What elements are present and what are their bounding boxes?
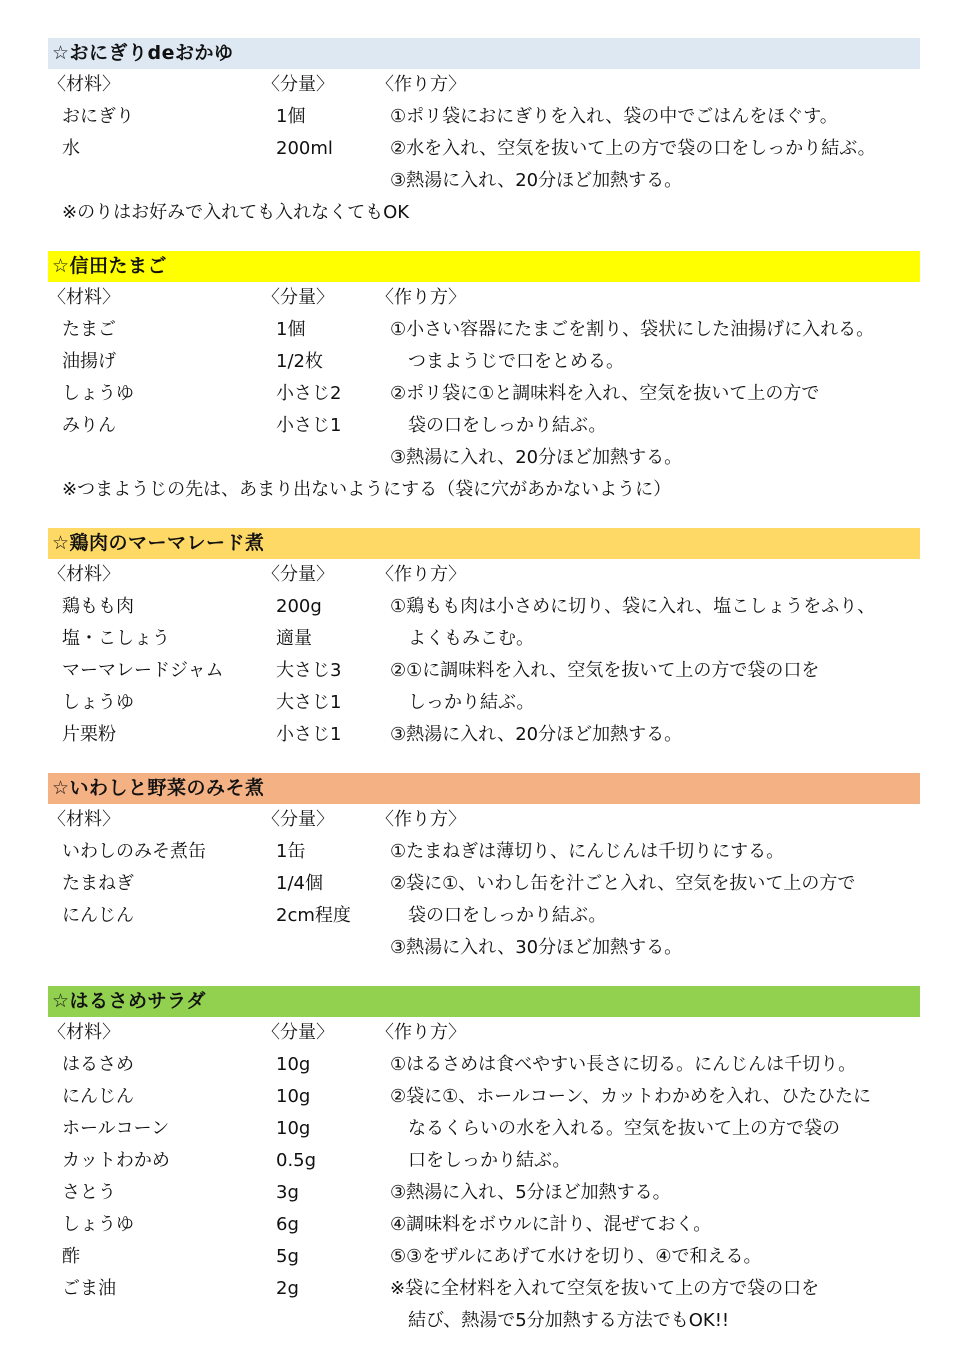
method-step: ②水を入れ、空気を抜いて上の方で袋の口をしっかり結ぶ。 <box>390 138 876 159</box>
method-step: ③熱湯に入れ、5分ほど加熱する。 <box>390 1182 671 1203</box>
method-header: 〈作り方〉 <box>376 1022 466 1043</box>
method-step: ②袋に①、いわし缶を汁ごと入れ、空気を抜いて上の方で <box>390 873 856 894</box>
ingredient-name: みりん <box>62 415 116 436</box>
method-step: ①はるさめは食べやすい長さに切る。にんじんは千切り。 <box>390 1054 857 1075</box>
column-header-row <box>48 1017 920 1049</box>
ingredient-amount: 10g <box>276 1054 311 1075</box>
ingredient-name: 鶏もも肉 <box>62 596 134 617</box>
recipe-title: ☆はるさめサラダ <box>48 986 920 1017</box>
method-step: ④調味料をボウルに計り、混ぜておく。 <box>390 1214 712 1235</box>
ingredient-amount: 200ml <box>276 138 333 159</box>
method-step: 結び、熱湯で5分加熱する方法でもOK!! <box>390 1310 730 1331</box>
method-step: ①小さい容器にたまごを割り、袋状にした油揚げに入れる。 <box>390 319 875 340</box>
recipe-row <box>48 1305 920 1337</box>
ingredient-name: はるさめ <box>62 1054 134 1075</box>
recipe-title: ☆信田たまご <box>48 251 920 282</box>
ingredient-name: しょうゆ <box>62 1214 134 1235</box>
recipe-row <box>48 655 920 687</box>
method-step: ③熱湯に入れ、20分ほど加熱する。 <box>390 447 683 468</box>
column-header-row <box>48 559 920 591</box>
column-header-row <box>48 69 920 101</box>
ingredient-name: おにぎり <box>62 106 134 127</box>
ingredient-name: 水 <box>62 138 80 159</box>
recipe-row <box>48 687 920 719</box>
method-step: ⑤③をザルにあげて水けを切り、④で和える。 <box>390 1246 762 1267</box>
recipe-row <box>48 346 920 378</box>
ingredient-amount: 小さじ2 <box>276 383 342 404</box>
recipe-page <box>48 38 920 1337</box>
ingredient-amount: 10g <box>276 1118 311 1139</box>
ingredients-header: 〈材料〉 <box>48 564 120 585</box>
method-step: しっかり結ぶ。 <box>390 692 535 713</box>
amount-header: 〈分量〉 <box>262 1022 334 1043</box>
ingredient-name: ごま油 <box>62 1278 116 1299</box>
ingredient-name: 片栗粉 <box>62 724 116 745</box>
recipe-row <box>48 900 920 932</box>
method-step: ③熱湯に入れ、20分ほど加熱する。 <box>390 724 683 745</box>
method-header: 〈作り方〉 <box>376 564 466 585</box>
recipe-row <box>48 442 920 474</box>
ingredient-name <box>48 1305 276 1337</box>
recipe-section <box>48 986 920 1337</box>
ingredient-name: しょうゆ <box>62 692 134 713</box>
recipe-row <box>48 1177 920 1209</box>
recipe-row <box>48 1049 920 1081</box>
ingredient-name: 油揚げ <box>62 351 116 372</box>
ingredient-amount <box>276 932 390 964</box>
ingredient-name: カットわかめ <box>62 1150 170 1171</box>
ingredient-amount: 小さじ1 <box>276 724 342 745</box>
recipe-row <box>48 836 920 868</box>
recipe-row <box>48 165 920 197</box>
ingredient-name: ホールコーン <box>62 1118 170 1139</box>
recipe-row <box>48 314 920 346</box>
ingredient-name: さとう <box>62 1182 116 1203</box>
ingredient-amount: 2g <box>276 1278 299 1299</box>
recipe-row <box>48 868 920 900</box>
ingredient-amount: 10g <box>276 1086 311 1107</box>
ingredients-header: 〈材料〉 <box>48 287 120 308</box>
recipe-row <box>48 410 920 442</box>
amount-header: 〈分量〉 <box>262 74 334 95</box>
recipe-title: ☆鶏肉のマーマレード煮 <box>48 528 920 559</box>
method-step: ③熱湯に入れ、20分ほど加熱する。 <box>390 170 683 191</box>
ingredients-header: 〈材料〉 <box>48 809 120 830</box>
ingredient-amount: 大さじ3 <box>276 660 342 681</box>
ingredient-name <box>48 165 276 197</box>
recipe-section <box>48 38 920 229</box>
ingredient-name: マーマレードジャム <box>62 660 224 681</box>
method-step: よくもみこむ。 <box>390 628 534 649</box>
recipe-row <box>48 133 920 165</box>
ingredients-header: 〈材料〉 <box>48 74 120 95</box>
ingredient-amount: 200g <box>276 596 322 617</box>
recipe-row <box>48 1241 920 1273</box>
method-step: 口をしっかり結ぶ。 <box>390 1150 571 1171</box>
ingredient-amount: 1缶 <box>276 841 306 862</box>
recipe-row <box>48 101 920 133</box>
ingredient-name: 塩・こしょう <box>62 628 170 649</box>
ingredient-amount <box>276 1305 390 1337</box>
recipe-note: ※のりはお好みで入れても入れなくてもOK <box>62 202 410 223</box>
ingredient-amount: 1/2枚 <box>276 351 323 372</box>
method-step: ①たまねぎは薄切り、にんじんは千切りにする。 <box>390 841 785 862</box>
method-step: ①鶏もも肉は小さめに切り、袋に入れ、塩こしょうをふり、 <box>390 596 876 617</box>
ingredient-amount: 小さじ1 <box>276 415 342 436</box>
ingredients-header: 〈材料〉 <box>48 1022 120 1043</box>
ingredient-name: たまねぎ <box>62 873 134 894</box>
method-step: 袋の口をしっかり結ぶ。 <box>390 415 607 436</box>
ingredient-amount: 5g <box>276 1246 299 1267</box>
recipe-row <box>48 1081 920 1113</box>
amount-header: 〈分量〉 <box>262 287 334 308</box>
recipe-row <box>48 1145 920 1177</box>
method-header: 〈作り方〉 <box>376 74 466 95</box>
recipe-section <box>48 251 920 506</box>
ingredient-amount: 1個 <box>276 319 306 340</box>
method-step: ①ポリ袋におにぎりを入れ、袋の中でごはんをほぐす。 <box>390 106 838 127</box>
ingredient-name: いわしのみそ煮缶 <box>62 841 206 862</box>
method-step: ②ポリ袋に①と調味料を入れ、空気を抜いて上の方で <box>390 383 820 404</box>
recipe-section <box>48 528 920 751</box>
recipe-title: ☆おにぎりdeおかゆ <box>48 38 920 69</box>
ingredient-amount <box>276 442 390 474</box>
ingredient-amount: 大さじ1 <box>276 692 342 713</box>
recipe-row <box>48 1273 920 1305</box>
recipe-row <box>48 591 920 623</box>
amount-header: 〈分量〉 <box>262 809 334 830</box>
method-step: つまようじで口をとめる。 <box>390 351 624 372</box>
method-header: 〈作り方〉 <box>376 287 466 308</box>
recipe-note: ※つまようじの先は、あまり出ないようにする（袋に穴があかないように） <box>62 479 672 500</box>
column-header-row <box>48 804 920 836</box>
recipe-row <box>48 623 920 655</box>
recipe-row <box>48 1209 920 1241</box>
ingredient-amount: 6g <box>276 1214 299 1235</box>
ingredient-name: 酢 <box>62 1246 80 1267</box>
ingredient-amount: 適量 <box>276 628 312 649</box>
ingredient-amount: 3g <box>276 1182 299 1203</box>
method-step: ②袋に①、ホールコーン、カットわかめを入れ、ひたひたに <box>390 1086 872 1107</box>
recipe-row <box>48 378 920 410</box>
ingredient-amount: 1個 <box>276 106 306 127</box>
ingredient-amount: 1/4個 <box>276 873 323 894</box>
method-step: 袋の口をしっかり結ぶ。 <box>390 905 607 926</box>
ingredient-name: にんじん <box>62 905 134 926</box>
method-step: なるくらいの水を入れる。空気を抜いて上の方で袋の <box>390 1118 840 1139</box>
recipe-row <box>48 719 920 751</box>
recipe-row <box>48 1113 920 1145</box>
amount-header: 〈分量〉 <box>262 564 334 585</box>
recipe-section <box>48 773 920 964</box>
recipe-row <box>48 932 920 964</box>
ingredient-amount: 2cm程度 <box>276 905 351 926</box>
recipe-title: ☆いわしと野菜のみそ煮 <box>48 773 920 804</box>
ingredient-name <box>48 932 276 964</box>
ingredient-name: しょうゆ <box>62 383 134 404</box>
method-step: ③熱湯に入れ、30分ほど加熱する。 <box>390 937 683 958</box>
ingredient-name: たまご <box>62 319 116 340</box>
column-header-row <box>48 282 920 314</box>
method-header: 〈作り方〉 <box>376 809 466 830</box>
ingredient-amount: 0.5g <box>276 1150 317 1171</box>
ingredient-name: にんじん <box>62 1086 134 1107</box>
method-step: ※袋に全材料を入れて空気を抜いて上の方で袋の口を <box>390 1278 820 1299</box>
method-step: ②①に調味料を入れ、空気を抜いて上の方で袋の口を <box>390 660 820 681</box>
ingredient-amount <box>276 165 390 197</box>
ingredient-name <box>48 442 276 474</box>
